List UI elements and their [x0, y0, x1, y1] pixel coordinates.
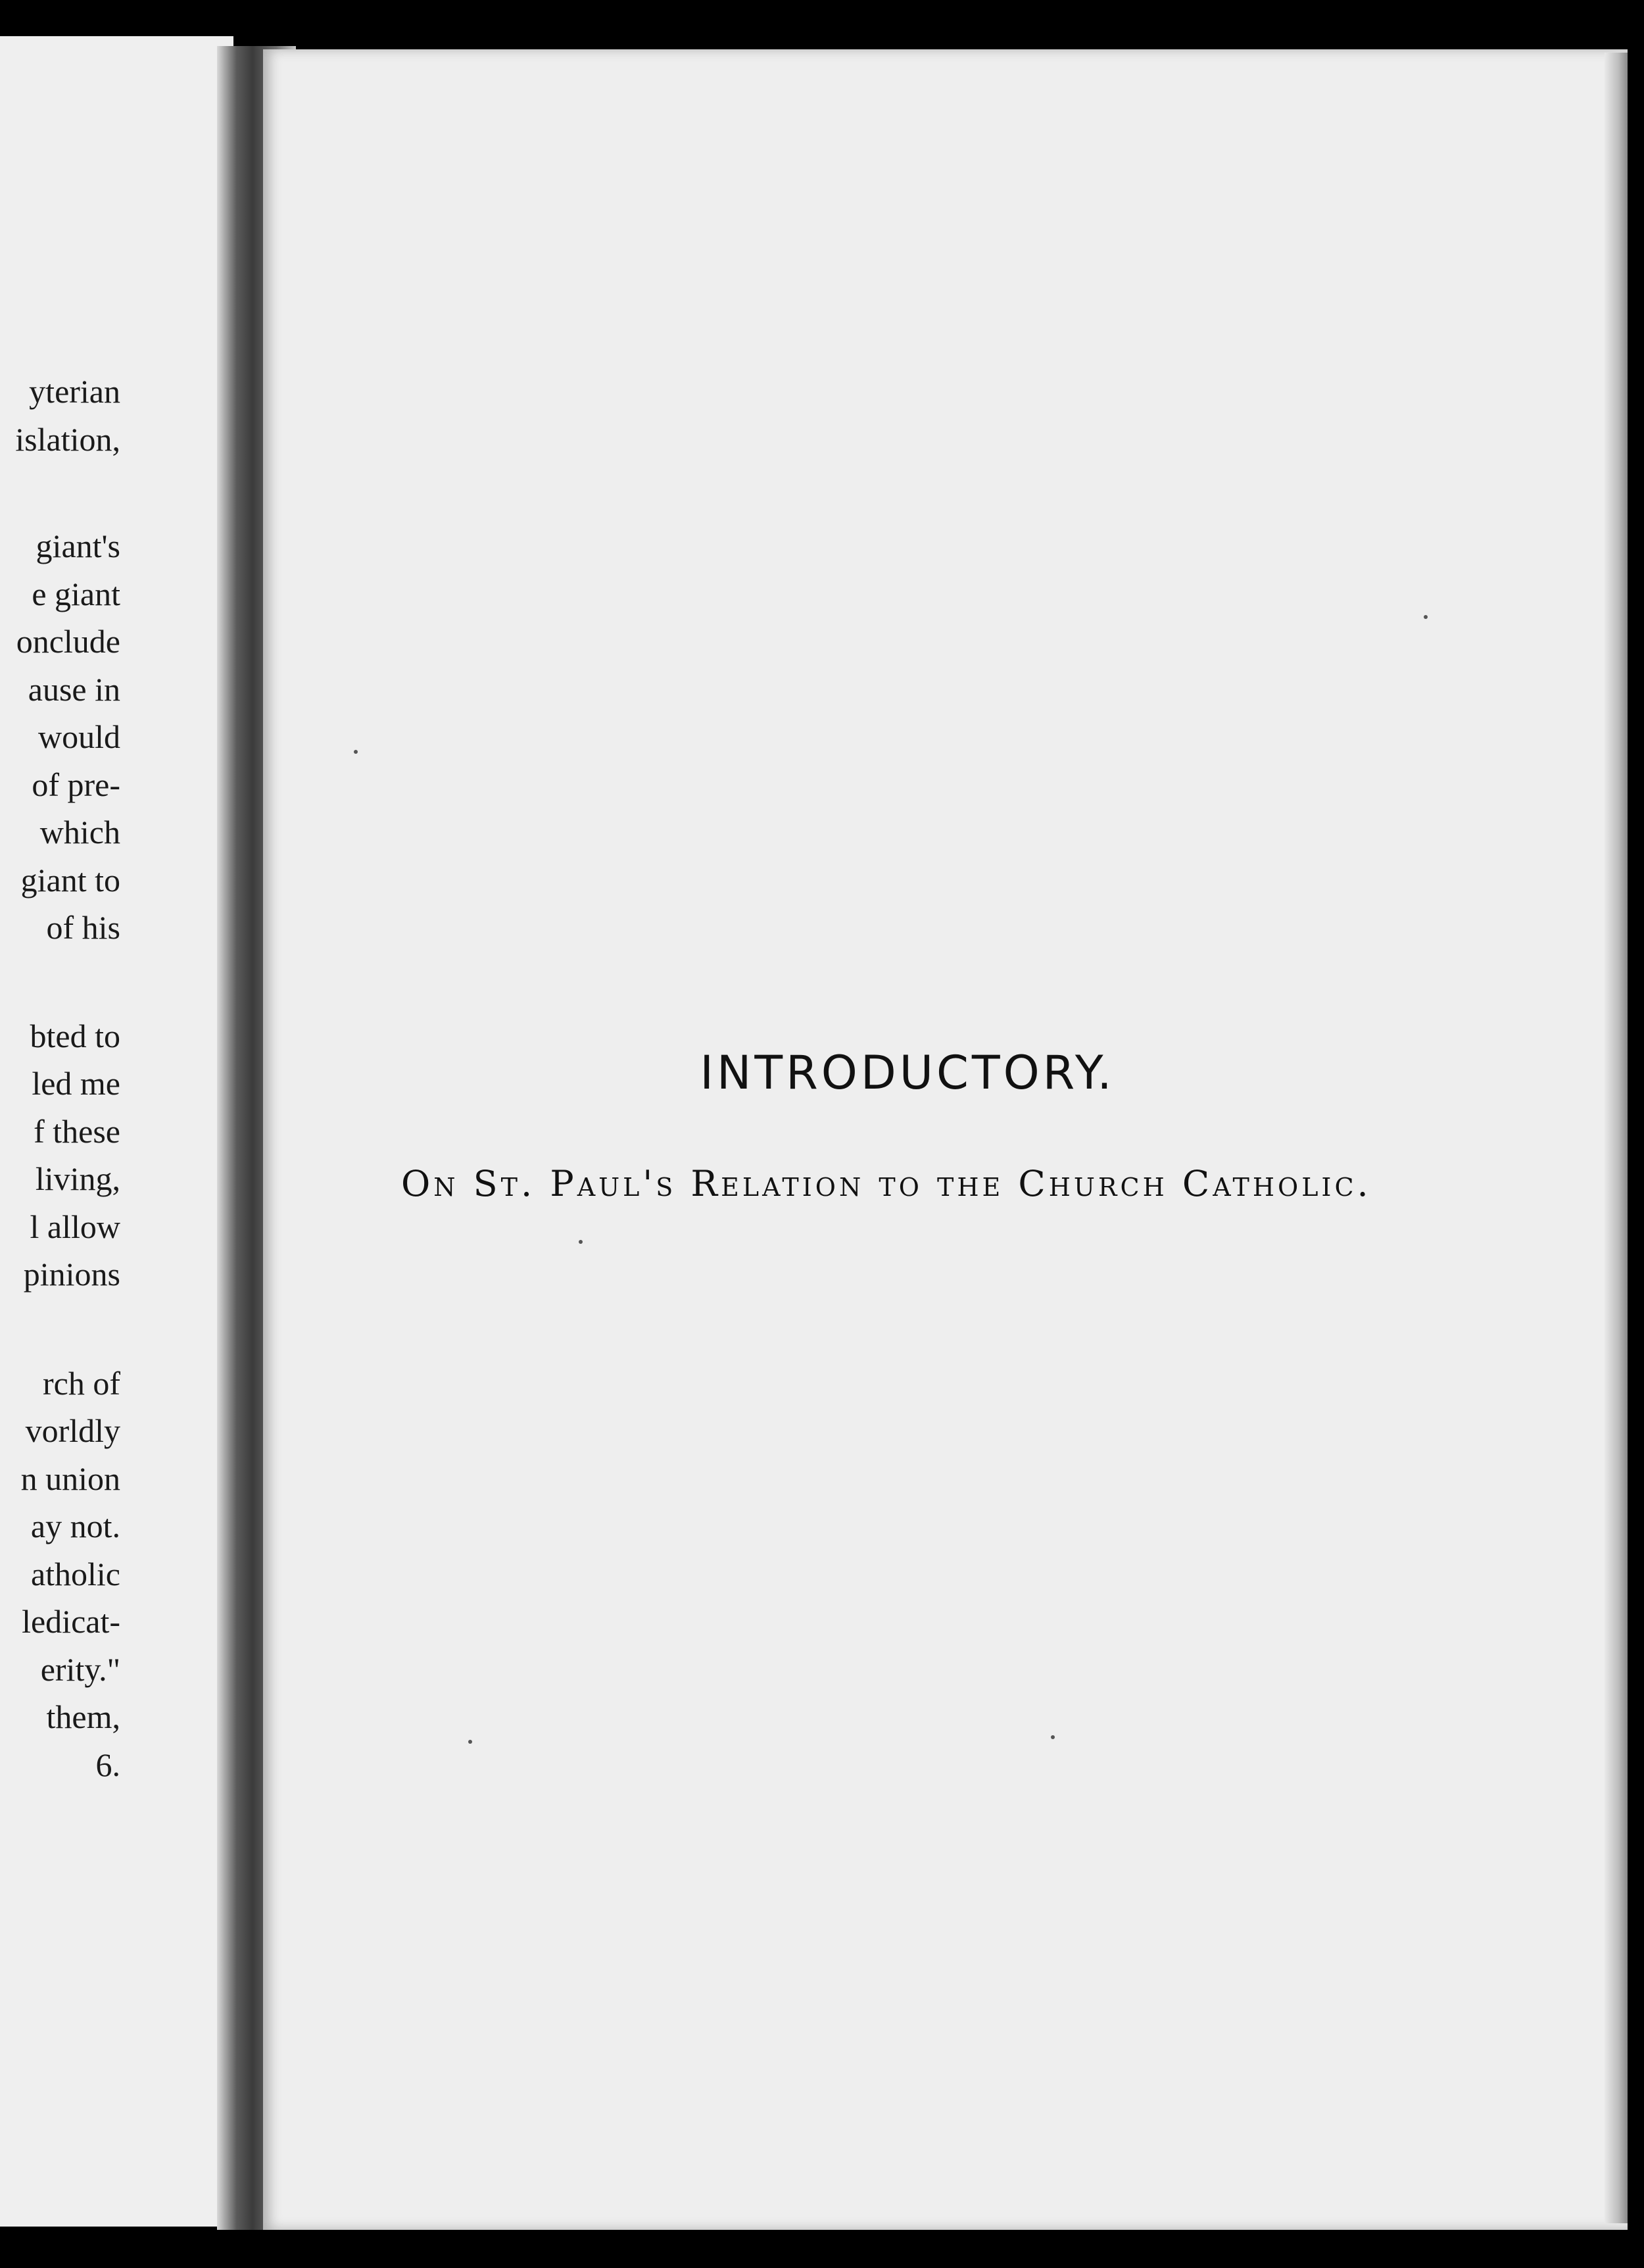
page-subtitle: On St. Paul's Relation to the Church Catholic. — [401, 1163, 1372, 1204]
left-line: e giant — [32, 576, 120, 612]
left-line: onclude — [16, 623, 120, 660]
left-line: f these — [34, 1113, 120, 1150]
left-line: 6. — [95, 1746, 120, 1783]
paper-speck — [1424, 615, 1428, 619]
paper-speck — [354, 750, 358, 754]
left-line: would — [38, 718, 120, 755]
left-line: giant to — [20, 862, 120, 899]
left-line: bted to — [30, 1018, 120, 1054]
left-line: pinions — [23, 1256, 120, 1293]
left-line: vorldly — [25, 1412, 120, 1449]
paper-speck — [1051, 1735, 1055, 1739]
left-line: of his — [46, 909, 120, 946]
paper-speck — [468, 1740, 472, 1744]
left-line: erity." — [40, 1651, 120, 1688]
left-line: ay not. — [30, 1508, 120, 1544]
right-page — [263, 49, 1628, 2230]
left-line: ause in — [28, 671, 120, 708]
left-line: l allow — [30, 1208, 120, 1245]
left-line: of pre- — [32, 766, 120, 803]
page-title: INTRODUCTORY. — [700, 1046, 1115, 1100]
left-line: led me — [32, 1065, 120, 1102]
paper-speck — [579, 1240, 583, 1244]
page-edge — [1605, 53, 1628, 2223]
left-line: islation, — [15, 421, 120, 458]
left-line: n union — [20, 1460, 120, 1497]
left-line: giant's — [36, 528, 120, 564]
left-page — [0, 36, 233, 2227]
left-line: ledicat- — [22, 1603, 120, 1640]
left-line: rch of — [43, 1365, 120, 1402]
left-line: yterian — [29, 373, 120, 410]
left-line: them, — [46, 1698, 120, 1735]
left-line: living, — [35, 1160, 120, 1197]
left-line: atholic — [30, 1556, 120, 1592]
left-line: which — [39, 814, 120, 851]
